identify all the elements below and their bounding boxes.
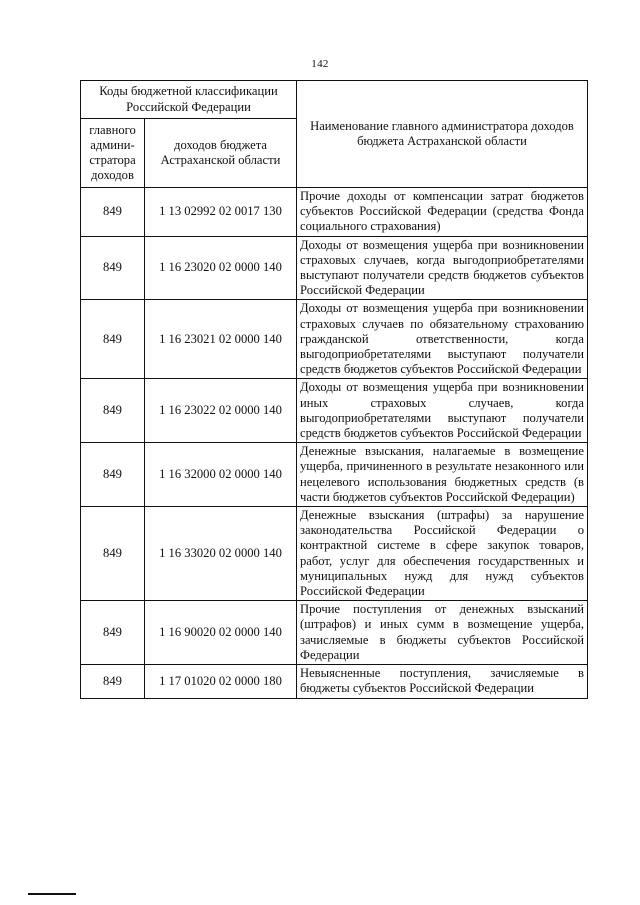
revenue-name-cell: Прочие доходы от компенсации затрат бюджетов субъектов Российской Федерации (средства Фонда социального страхования) xyxy=(297,188,588,237)
revenue-name-cell: Доходы от возмещения ущерба при возникновении страховых случаев по обязательному страхованию гражданской ответственности, когда выгодоприобретателями выступают получатели средств бюджетов субъектов Российской Федерации xyxy=(297,300,588,379)
admin-code-cell: 849 xyxy=(81,601,145,665)
admin-code-cell: 849 xyxy=(81,236,145,300)
table-row xyxy=(81,443,588,507)
revenue-code-cell: 1 16 90020 02 0000 140 xyxy=(145,601,297,665)
table-row xyxy=(81,507,588,601)
revenue-name-cell: Прочие поступления от денежных взысканий (штрафов) и иных сумм в возмещение ущерба, зачисляемые в бюджеты субъектов Российской Федерации xyxy=(297,601,588,665)
revenue-code-cell: 1 17 01020 02 0000 180 xyxy=(145,665,297,698)
revenue-name-cell: Денежные взыскания, налагаемые в возмещение ущерба, причиненного в результате незаконного или нецелевого использования бюджетных средств (в части бюджетов субъектов Российской Федерации) xyxy=(297,443,588,507)
header-budget-classification-codes: Коды бюджетной классификации Российской Федерации xyxy=(81,81,297,119)
header-administrator-name: Наименование главного администратора доходов бюджета Астраханской области xyxy=(297,81,588,188)
revenue-code-cell: 1 13 02992 02 0017 130 xyxy=(145,188,297,237)
table-row xyxy=(81,379,588,443)
table-row xyxy=(81,236,588,300)
revenue-name-cell: Доходы от возмещения ущерба при возникновении страховых случаев, когда выгодоприобретателями выступают получатели средств бюджетов субъектов Российской Федерации xyxy=(297,236,588,300)
budget-codes-table xyxy=(80,80,588,699)
revenue-name-cell: Денежные взыскания (штрафы) за нарушение законодательства Российской Федерации о контрактной системе в сфере закупок товаров, работ, услуг для обеспечения государственных и муниципальных нужд для нужд субъектов Российской Федерации xyxy=(297,507,588,601)
revenue-code-cell: 1 16 23020 02 0000 140 xyxy=(145,236,297,300)
page-number: 142 xyxy=(311,58,329,70)
revenue-name-cell: Невыясненные поступления, зачисляемые в бюджеты субъектов Российской Федерации xyxy=(297,665,588,698)
admin-code-cell: 849 xyxy=(81,507,145,601)
revenue-code-cell: 1 16 33020 02 0000 140 xyxy=(145,507,297,601)
table-row xyxy=(81,665,588,698)
table-row xyxy=(81,188,588,237)
table-row xyxy=(81,601,588,665)
table-row xyxy=(81,300,588,379)
revenue-code-cell: 1 16 32000 02 0000 140 xyxy=(145,443,297,507)
admin-code-cell: 849 xyxy=(81,379,145,443)
admin-code-cell: 849 xyxy=(81,188,145,237)
revenue-code-cell: 1 16 23022 02 0000 140 xyxy=(145,379,297,443)
table-header-row xyxy=(81,81,588,119)
admin-code-cell: 849 xyxy=(81,443,145,507)
revenue-name-cell: Доходы от возмещения ущерба при возникновении иных страховых случаев, когда выгодоприобретателями выступают получатели средств бюджетов субъектов Российской Федерации xyxy=(297,379,588,443)
admin-code-cell: 849 xyxy=(81,300,145,379)
admin-code-cell: 849 xyxy=(81,665,145,698)
header-revenue-code: доходов бюджета Астраханской области xyxy=(145,119,297,188)
footnote-divider xyxy=(28,893,76,895)
header-main-administrator: главного админи-стратора доходов xyxy=(81,119,145,188)
revenue-code-cell: 1 16 23021 02 0000 140 xyxy=(145,300,297,379)
